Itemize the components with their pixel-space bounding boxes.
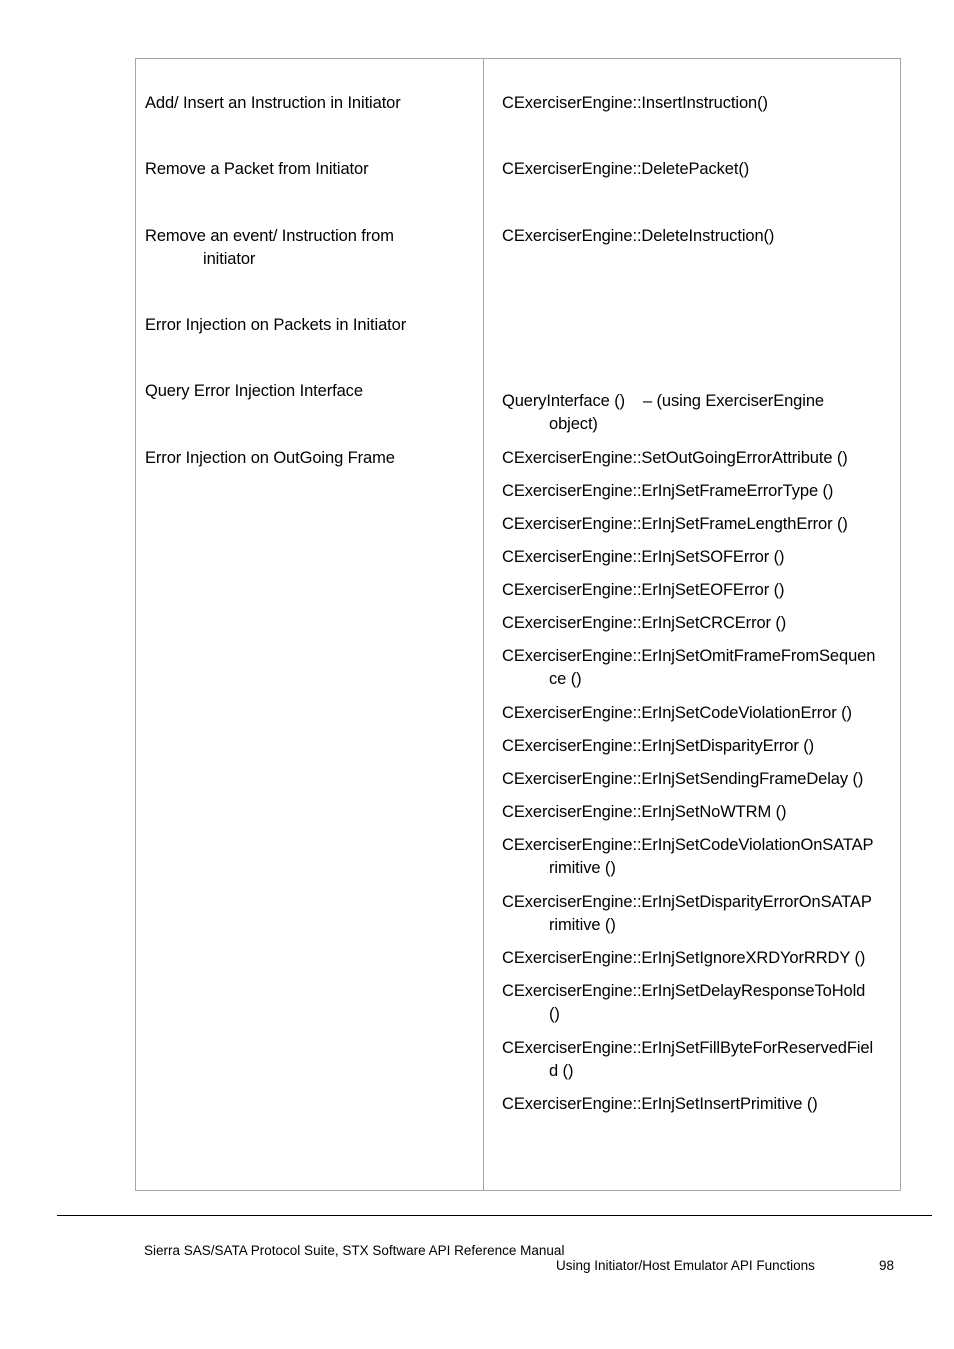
task-cell: Add/ Insert an Instruction in Initiator [145, 94, 401, 112]
task-cell: Remove a Packet from Initiator [145, 160, 369, 178]
api-cell [502, 645, 875, 691]
api-cell: CExerciserEngine::ErInjSetSOFError () [502, 548, 785, 566]
task-line: Remove an event/ Instruction from [145, 227, 394, 245]
api-cell: CExerciserEngine::ErInjSetCRCError () [502, 614, 787, 632]
api-line-continued: rimitive () [549, 859, 616, 877]
api-cell: CExerciserEngine::ErInjSetDisparityError () [502, 737, 815, 755]
api-cell: CExerciserEngine::ErInjSetNoWTRM () [502, 803, 787, 821]
footer-page-number: 98 [879, 1258, 895, 1273]
task-cell [145, 225, 394, 271]
api-cell [502, 891, 872, 937]
footer-divider [57, 1215, 932, 1216]
api-line: CExerciserEngine::ErInjSetOmitFrameFromSequen [502, 647, 876, 665]
api-cell [502, 390, 824, 436]
api-cell: CExerciserEngine::ErInjSetFrameErrorType () [502, 482, 834, 500]
api-cell: CExerciserEngine::InsertInstruction() [502, 94, 768, 112]
api-cell: CExerciserEngine::ErInjSetFrameLengthError () [502, 515, 848, 533]
api-cell: CExerciserEngine::ErInjSetCodeViolationError () [502, 704, 852, 722]
api-cell: CExerciserEngine::SetOutGoingErrorAttribute () [502, 449, 848, 467]
task-cell: Error Injection on Packets in Initiator [145, 316, 407, 334]
api-cell: CExerciserEngine::ErInjSetIgnoreXRDYorRRDY () [502, 949, 866, 967]
api-line: CExerciserEngine::ErInjSetDisparityErrorOnSATAP [502, 893, 872, 911]
api-line: CExerciserEngine::ErInjSetDelayResponseToHold [502, 982, 866, 1000]
api-line-continued: ce () [549, 670, 582, 688]
api-line: CExerciserEngine::ErInjSetFillByteForReservedFiel [502, 1039, 874, 1057]
api-cell: CExerciserEngine::ErInjSetEOFError () [502, 581, 785, 599]
api-cell: CExerciserEngine::DeletePacket() [502, 160, 750, 178]
api-cell [502, 834, 873, 880]
footer-section-title: Using Initiator/Host Emulator API Functions [556, 1258, 815, 1273]
api-cell: CExerciserEngine::DeleteInstruction() [502, 227, 775, 245]
task-cell: Query Error Injection Interface [145, 382, 363, 400]
api-cell: CExerciserEngine::ErInjSetInsertPrimitive () [502, 1095, 818, 1113]
api-cell [502, 1037, 873, 1083]
api-line: QueryInterface () – (using ExerciserEngine [502, 392, 824, 410]
api-table [135, 58, 901, 1191]
task-line-continued: initiator [203, 250, 256, 268]
api-line: CExerciserEngine::ErInjSetCodeViolationOnSATAP [502, 836, 874, 854]
column-divider [483, 59, 484, 1190]
task-cell: Error Injection on OutGoing Frame [145, 449, 395, 467]
api-line-continued: object) [549, 415, 598, 433]
api-line-continued: () [549, 1005, 560, 1023]
footer-manual-title: Sierra SAS/SATA Protocol Suite, STX Software API Reference Manual [144, 1243, 565, 1258]
api-cell: CExerciserEngine::ErInjSetSendingFrameDelay () [502, 770, 864, 788]
api-line-continued: rimitive () [549, 916, 616, 934]
api-cell [502, 980, 865, 1026]
api-line-continued: d () [549, 1062, 574, 1080]
